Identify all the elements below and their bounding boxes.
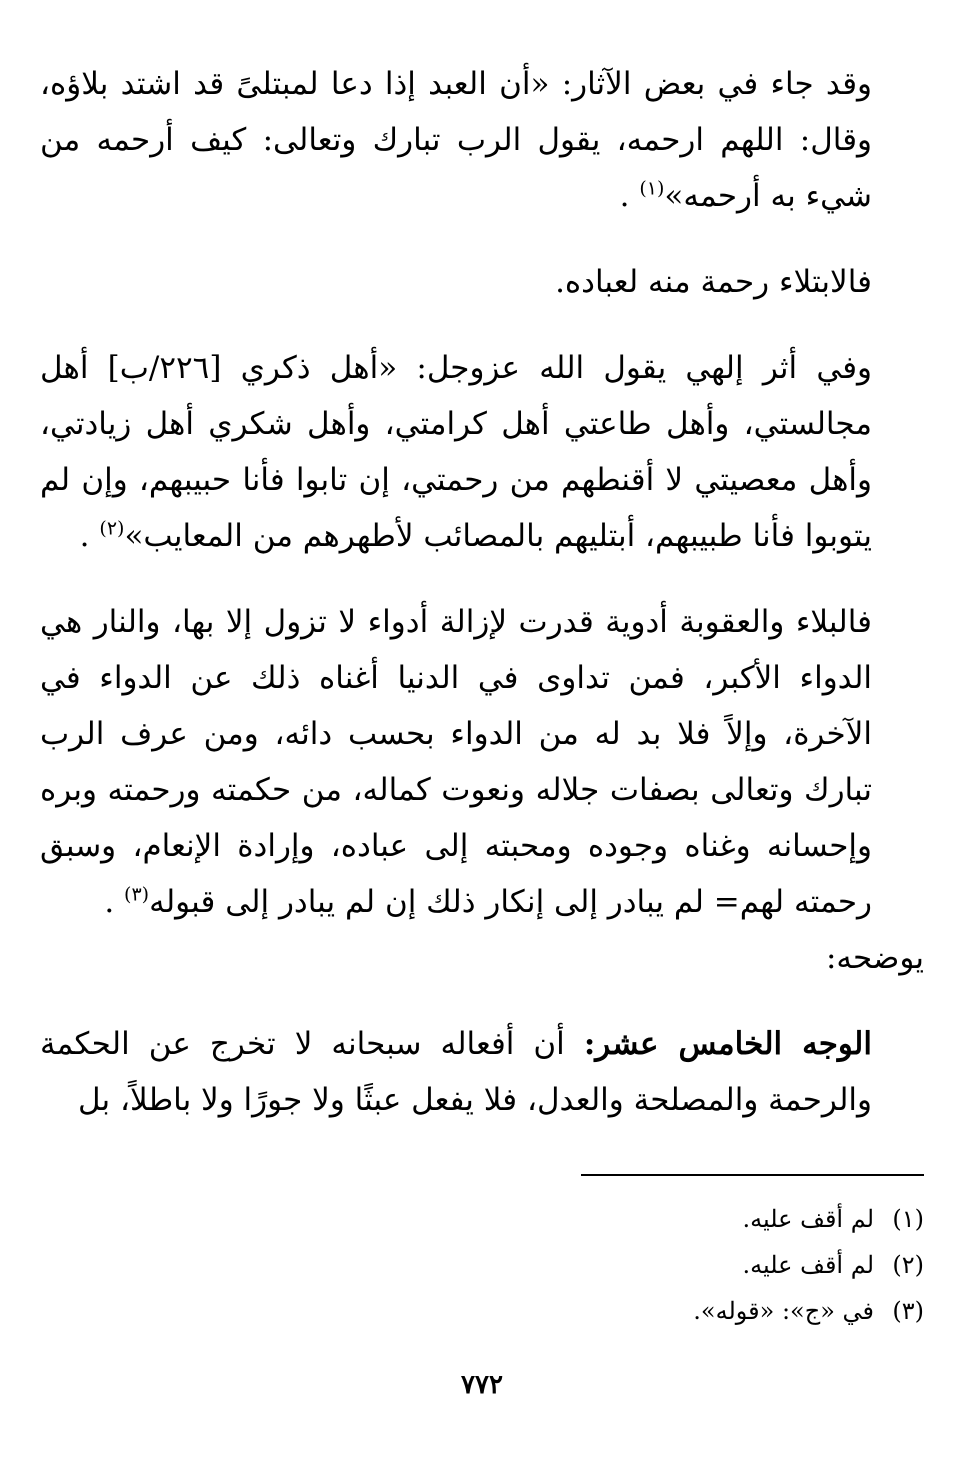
paragraph-4 xyxy=(40,594,924,930)
footnote-3-number: (٣) xyxy=(892,1297,924,1325)
paragraph-4-text: فالبلاء والعقوبة أدوية قدرت لإزالة أدواء لا تزول إلا بها، والنار هي الدواء الأكبر، فمن تداوى في الدنيا أغناه ذلك عن الدواء في الآخرة، وإلاً فلا بد له من الدواء بحسب دائه، ومن عرف الرب تبارك وتعالى بصفات جلاله ونعوت كماله، من حكمته ورحمته وبره وإحسانه وغناه وجوده ومحبته إلى عباده، وإرادة الإنعام، وسبق رحمته لهم= لم يبادر إلى إنكار ذلك إن لم يبادر إلى قبوله xyxy=(40,604,872,920)
paragraph-3-text: وفي أثر إلهي يقول الله عزوجل: «أهل ذكري [٢٢٦/ب] أهل مجالستي، وأهل طاعتي أهل كرامتي، وأهل شكري أهل زيادتي، وأهل معصيتي لا أقنطهم من رحمتي، إن تابوا فأنا حبيبهم، وإن لم يتوبوا فأنا طبيبهم، أبتليهم بالمصائب لأطهرهم من المعايب» xyxy=(40,350,872,554)
paragraph-1 xyxy=(40,56,924,224)
footnote-ref-2[interactable]: (٢) xyxy=(99,517,125,540)
paragraph-5 xyxy=(40,1016,924,1128)
section-heading-inline: الوجه الخامس عشر: xyxy=(583,1026,872,1062)
paragraph-3-end: . xyxy=(79,518,90,554)
footnote-1-text: لم أقف عليه. xyxy=(742,1205,874,1233)
footnote-ref-1[interactable]: (١) xyxy=(639,177,665,200)
page-body xyxy=(40,56,924,1158)
paragraph-4-tail xyxy=(40,930,924,986)
footnote-1-number: (١) xyxy=(892,1205,924,1233)
paragraph-1-text: وقد جاء في بعض الآثار: «أن العبد إذا دعا لمبتلىً قد اشتد بلاؤه، وقال: اللهم ارحمه، يقول الرب تبارك وتعالى: كيف أرحمه من شيء به أرحمه» xyxy=(40,66,872,214)
footnote-1 xyxy=(224,1196,924,1242)
paragraph-2 xyxy=(40,254,924,310)
footnote-3-text: في «ج»: «قوله». xyxy=(693,1297,874,1325)
footnote-3 xyxy=(224,1288,924,1334)
paragraph-1-end: . xyxy=(619,178,630,214)
footnote-divider xyxy=(581,1174,924,1176)
footnote-2-number: (٢) xyxy=(892,1251,924,1279)
footnote-ref-3[interactable]: (٣) xyxy=(124,883,150,906)
footnote-2-text: لم أقف عليه. xyxy=(742,1251,874,1279)
paragraph-3 xyxy=(40,340,924,564)
paragraph-2-text: فالابتلاء رحمة منه لعباده. xyxy=(555,264,872,300)
paragraph-4-end: . xyxy=(104,884,115,920)
paragraph-5-text: أن أفعاله سبحانه لا تخرج عن الحكمة والرحمة والمصلحة والعدل، فلا يفعل عبثًا ولا جورًا ولا باطلاً، بل xyxy=(40,1026,872,1118)
page-number: ٧٧٢ xyxy=(461,1370,503,1400)
footnotes xyxy=(224,1196,924,1334)
footnote-2 xyxy=(224,1242,924,1288)
paragraph-4-tail-text: يوضحه: xyxy=(825,940,924,976)
